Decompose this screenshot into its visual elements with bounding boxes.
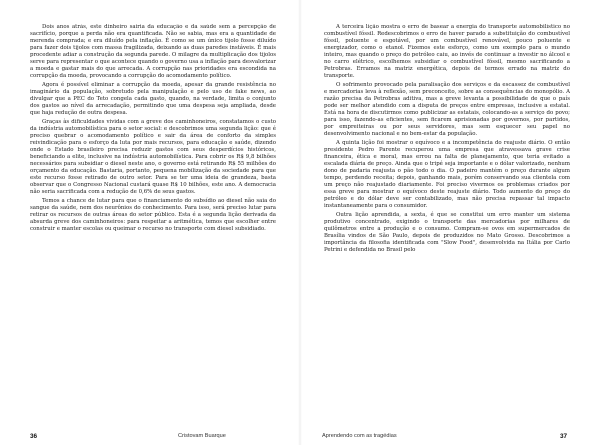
page-number-left: 36 <box>30 433 38 440</box>
paragraph: A quinta lição foi mostrar o equívoco e a incompetência do reajuste diário. O então presidente Pedro Parente recuperou uma empresa que atravessava grave crise financeira, ética e moral, mas errou na falta de planejamento, que teria evitado a escalada diária de preço. Ainda que o tripé seja importante e o dólar valorizado, nenhum dono de padaria reajusta o pão todo o dia. O padeiro mantém o preço durante algum tempo, perdendo receita; depois, ganhando mais, porém conservando sua clientela com um preço não reajustado diariamente. Foi preciso vivermos os problemas criados por essa greve para mostrar o equívoco deste reajuste diário. Todo aumento do preço do petróleo e do dólar deve ser contabilizado, mas não precisa repassar tal impacto instantaneamente para o consumidor. <box>324 139 570 210</box>
left-text-column <box>30 24 276 424</box>
right-text-column <box>324 24 570 424</box>
page-number-right: 37 <box>560 433 568 440</box>
right-page <box>300 0 600 445</box>
paragraph: Dois anos atrás, este dinheiro sairia da educação e da saúde sem a percepção de sacrifício, porque a perda não era quantificada. Não se sabia, mas era a quantidade de merenda comprada; e era diluído pela inflação. É como se um único tijolo fosse diluído para fazer dois tijolos com massa fragilizada, deixando as duas paredes instáveis. É mais procedente adiar a construção da segunda parede. O milagre da multiplicação dos tijolos serve para representar o que acontece quando o governo usa a inflação para desvalorizar a moeda e gastar mais do que arrecada. A corrupção nas prioridades era escondida na corrupção da moeda, provocando a corrupção do acomodamento político. <box>30 24 276 80</box>
paragraph: A terceira lição mostra o erro de basear a energia do transporte automobilístico no combustível fóssil. Redescobrimos o erro de haver parado a substituição do combustível fóssil, poluente e esgotável, por um combustível renovável, pouco poluente e energizador, como o etanol. Fizemos este esforço, como um exemplo para o mundo inteiro, mas quando o preço do petróleo caiu, ao invés de continuar a investir no álcool e no carro elétrico, escolhemos subsidiar o combustível fóssil, mesmo sacrificando a Petrobras. Erramos na matriz energética, depois de termos errado na matriz do transporte. <box>324 24 570 80</box>
paragraph: O sofrimento provocado pela paralisação dos serviços e da escassez de combustível e mercadorias leva à reflexão, sem preconceito, sobre as consequências do monopólio. A razão precisa da Petrobras aditiva, mas a greve levanta a possibilidade de que o país pode ser melhor atendido com a disputa de preços entre empresas, inclusive a estatal. Está na hora de discutirmos como publicizar as estatais, colocando-as a serviço do povo; para isso, fazendo-as eficientes, sem ficarem aprisionadas por governos, por partidos, por empreiteiras ou por seus servidores, mas sem esquecer seu papel no desenvolvimento nacional e no bem-estar da população. <box>324 81 570 138</box>
paragraph: Agora é possível eliminar a corrupção da moeda, apesar da grande resistência no imaginário da população, sobretudo pela manipulação e pelo uso de fake news, ao divulgar que a PEC do Teto congela cada gasto, quando, na verdade, limita o conjunto dos gastos ao nível da arrecadação, permitindo que uma despesa seja ampliada, desde que haja redução de outra despesa. <box>30 81 276 117</box>
running-head-title: Aprendendo com as tragédias <box>322 433 397 439</box>
paragraph: Graças às dificuldades vividas com a greve dos caminhoneiros, constatamos o custo da indústria automobilística para o setor social: e descobrimos uma segunda lição: que é preciso quebrar o acomodamento político e sair da área de conforto da simples reivindicação para o esforço da luta por mais recursos, para educação e saúde, dizendo onde o Estado brasileiro precisa reduzir gastos com seus desperdícios históricos, beneficiando a elite, inclusive na indústria automobilística. Para cobrir os R$ 9,8 bilhões necessários para subsidiar o diesel neste ano, o governo está retirando R$ 55 milhões do orçamento da educação. Bastaria, portanto, pequena mobilização da sociedade para que este recurso fosse retirado de outro setor. Para se ter uma ideia de grandeza, basta observar que o Congresso Nacional custará quase R$ 10 bilhões, este ano. A democracia não seria sacrificada com a redução de 0,6% de seus gastos. <box>30 118 276 196</box>
running-head-author: Cristovam Buarque <box>178 433 226 439</box>
paragraph: Temos a chance de lutar para que o financiamento do subsídio ao diesel não saia do sangue da saúde, nem dos neurônios do conhecimento. Para isso, será preciso lutar para retirar os recursos de outras áreas do setor público. Esta é a segunda lição derivada da absurda greve dos caminhoneiros: para respeitar a aritmética, temos que escolher entre construir e manter escolas ou queimar o recurso no transporte com diesel subsidiado. <box>30 197 276 232</box>
paragraph: Outra lição aprendida, a sexta, é que se constitui um erro manter um sistema produtivo concentrado, exigindo o transporte das mercadorias por milhares de quilômetros entre a produção e o consumo. Compram-se ovos em supermercados de Brasília vindos de São Paulo, depois de produzidos no Mato Grosso. Descobrimos a importância da filosofia identificada com "Slow Food", desenvolvida na Itália por Carlo Petrini e defendida no Brasil pelo <box>324 211 570 253</box>
